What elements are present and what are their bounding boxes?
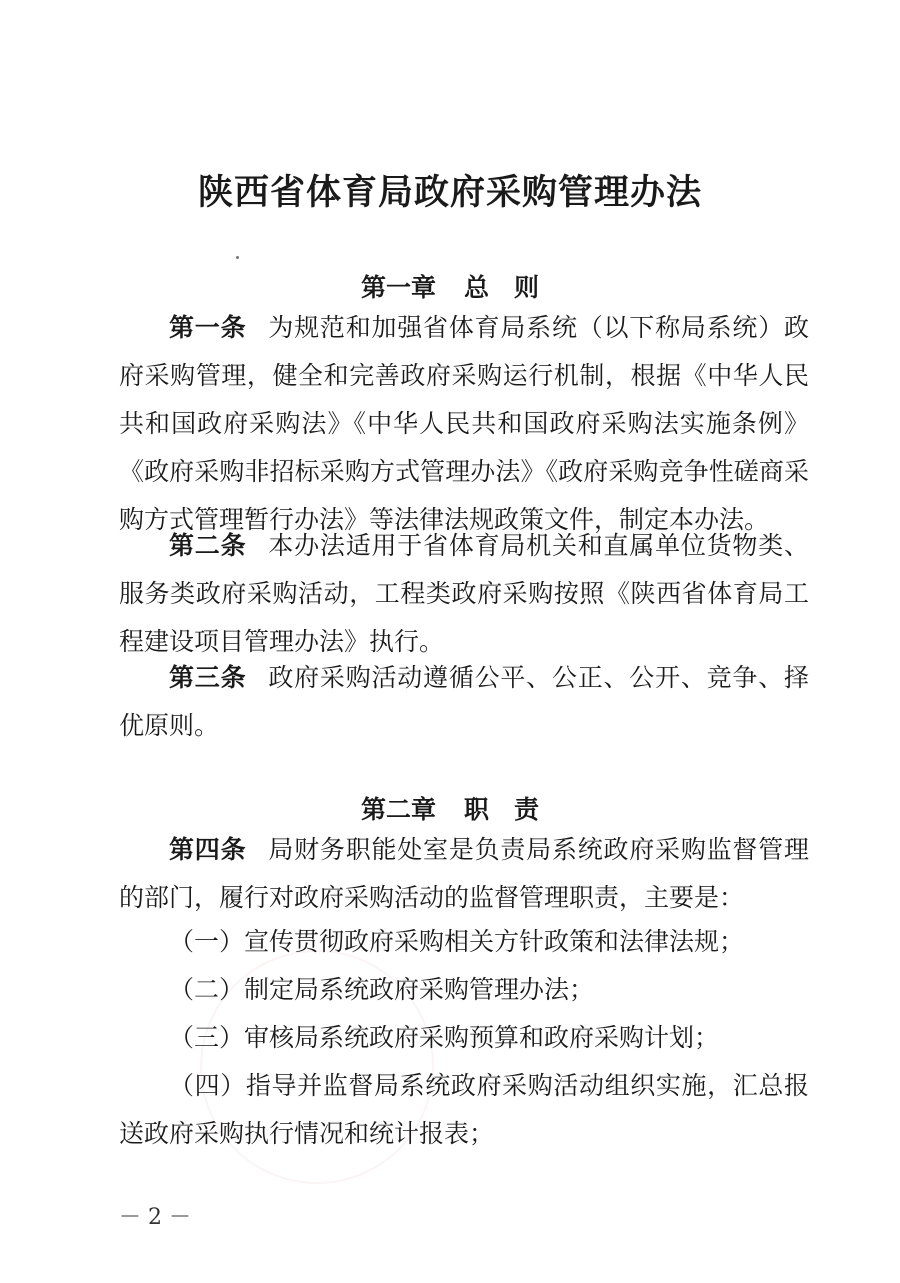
article-1-label: 第一条 <box>169 313 247 342</box>
document-title: 陕西省体育局政府采购管理办法 <box>197 173 702 213</box>
article-2-label: 第二条 <box>169 531 247 560</box>
article-4-label: 第四条 <box>169 835 247 864</box>
page-number: － 2 － <box>119 1205 191 1230</box>
list-item: （二）制定局系统政府采购管理办法； <box>169 975 595 1004</box>
article-3-text: 政府采购活动遵循公平、公正、公开、竞争、择优原则。 <box>119 663 809 740</box>
article-2-text: 本办法适用于省体育局机关和直属单位货物类、服务类政府采购活动，工程类政府采购按照《陕西省体育局工程建设项目管理办法》执行。 <box>119 531 809 656</box>
chapter-1-name: 总 则 <box>464 273 540 302</box>
chapter-1-heading <box>0 268 900 304</box>
chapter-1-label: 第一章 <box>360 273 436 302</box>
article-3-label: 第三条 <box>169 663 247 692</box>
chapter-2-name: 职 责 <box>464 795 540 824</box>
chapter-2-label: 第二章 <box>360 795 436 824</box>
list-item: （三）审核局系统政府采购预算和政府采购计划； <box>169 1023 720 1052</box>
list-item: （一）宣传贯彻政府采购相关方针政策和法律法规； <box>169 927 745 956</box>
article-1-text: 为规范和加强省体育局系统（以下称局系统）政府采购管理，健全和完善政府采购运行机制，根据《中华人民共和国政府采购法》《中华人民共和国政府采购法实施条例》《政府采购非招标采购方式管理办法》《政府采购竞争性磋商采购方式管理暂行办法》等法律法规政策文件，制定本办法。 <box>119 313 809 534</box>
article-4 <box>119 826 809 922</box>
speck <box>236 256 239 259</box>
article-1 <box>119 304 809 544</box>
article-2 <box>119 522 809 666</box>
chapter-2-heading <box>0 790 900 826</box>
article-3 <box>119 654 809 750</box>
article-4-text: 局财务职能处室是负责局系统政府采购监督管理的部门，履行对政府采购活动的监督管理职责，主要是： <box>119 835 809 912</box>
list-item: （四）指导并监督局系统政府采购活动组织实施，汇总报送政府采购执行情况和统计报表； <box>119 1071 809 1148</box>
